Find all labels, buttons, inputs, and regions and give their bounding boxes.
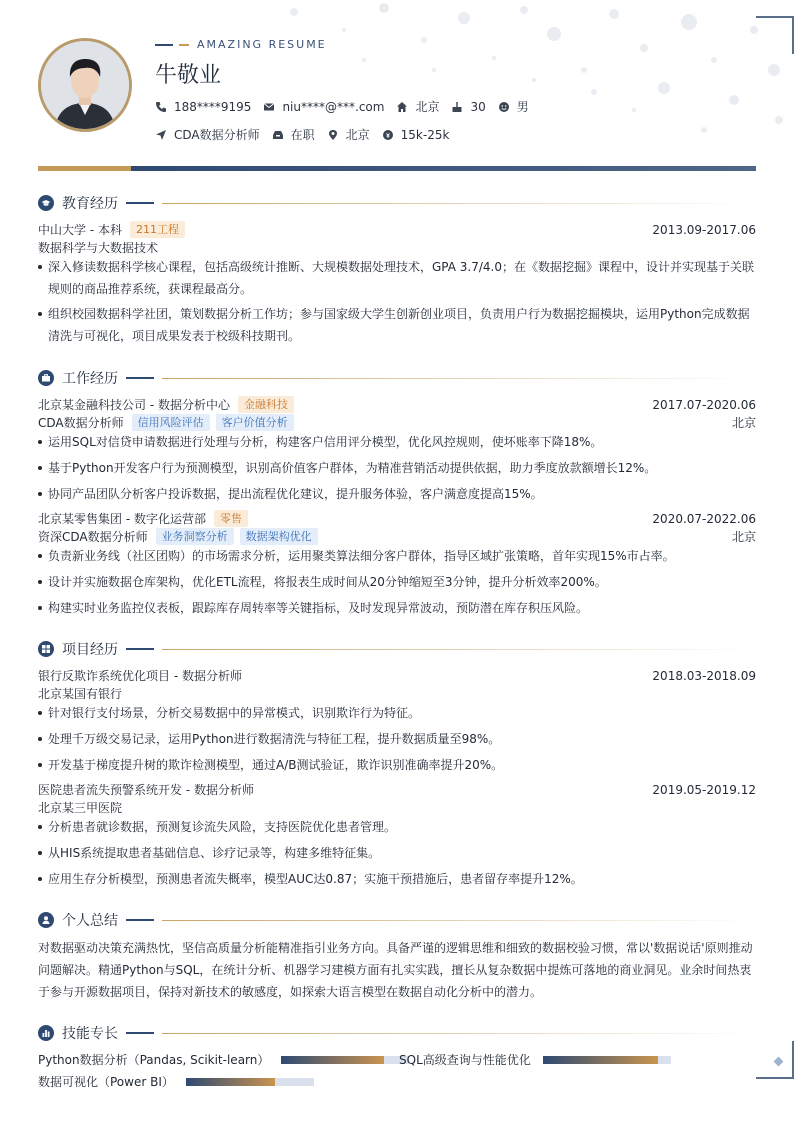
school-tag: 211工程 — [130, 221, 185, 238]
briefcase-icon — [38, 370, 54, 386]
section-projects — [38, 639, 756, 659]
company-name: 北京某金融科技公司 - 数据分析中心 — [38, 398, 230, 412]
gender-item — [498, 98, 529, 115]
project-header — [38, 667, 756, 684]
position-text: CDA数据分析师 — [174, 128, 260, 142]
school-name: 中山大学 - 本科 — [38, 223, 122, 237]
job-date: 2020.07-2022.06 — [652, 511, 756, 526]
job-location: 北京 — [731, 530, 756, 544]
list-item: 从HIS系统提取患者基础信息、诊疗记录等，构建多维特征集。 — [38, 842, 756, 864]
education-major-row — [38, 239, 756, 256]
project-org: 北京某国有银行 — [38, 687, 123, 701]
skill-item — [399, 1051, 671, 1068]
skill-tag: 业务洞察分析 — [156, 528, 234, 545]
section-education — [38, 193, 756, 213]
send-icon — [155, 129, 167, 141]
age-text: 30 — [470, 99, 486, 114]
skill-tag: 客户价值分析 — [216, 414, 294, 431]
age-item — [451, 100, 485, 114]
email-text: niu****@***.com — [282, 99, 385, 114]
graduation-cap-icon — [38, 195, 54, 211]
candidate-name: 牛敬业 — [155, 63, 222, 88]
target-city-text: 北京 — [345, 128, 370, 142]
tagline — [155, 38, 327, 51]
salary-item — [382, 128, 450, 142]
skill-bar — [186, 1078, 314, 1086]
skill-item — [38, 1073, 314, 1090]
job-role: 资深CDA数据分析师 — [38, 530, 148, 544]
job-role-row — [38, 528, 756, 545]
email-item — [263, 100, 384, 114]
section-title-skills: 技能专长 — [62, 1026, 118, 1042]
list-item: 设计并实施数据仓库架构，优化ETL流程，将报表生成时间从20分钟缩短至3分钟，提升分析效率200%。 — [38, 571, 756, 593]
list-item: 分析患者就诊数据，预测复诊流失风险，支持医院优化患者管理。 — [38, 816, 756, 838]
phone-item — [155, 100, 251, 114]
list-item: 针对银行支付场景，分析交易数据中的异常模式，识别欺诈行为特征。 — [38, 702, 756, 724]
project-header — [38, 781, 756, 798]
corner-decoration-top — [756, 16, 794, 54]
job-intent-row — [155, 126, 461, 143]
project-name: 医院患者流失预警系统开发 - 数据分析师 — [38, 783, 254, 797]
contact-row — [155, 98, 541, 115]
skill-name: SQL高级查询与性能优化 — [399, 1053, 531, 1067]
grid-icon — [38, 641, 54, 657]
job-role: CDA数据分析师 — [38, 416, 124, 430]
job-location: 北京 — [731, 416, 756, 430]
gender-text: 男 — [516, 100, 529, 114]
cake-icon — [451, 101, 463, 113]
major: 数据科学与大数据技术 — [38, 241, 159, 255]
money-icon — [382, 129, 394, 141]
section-title-work: 工作经历 — [62, 371, 118, 387]
project-org-row — [38, 685, 756, 702]
skill-name: 数据可视化（Power BI） — [38, 1075, 174, 1089]
list-item: 负责新业务线（社区团购）的市场需求分析，运用聚类算法细分客户群体，指导区域扩张策略，首年实现15%市占率。 — [38, 545, 756, 567]
section-skills — [38, 1023, 756, 1043]
section-title-projects: 项目经历 — [62, 642, 118, 658]
project-org: 北京某三甲医院 — [38, 801, 123, 815]
phone-icon — [155, 101, 167, 113]
skill-bar-fill — [281, 1056, 383, 1064]
skill-bar — [281, 1056, 409, 1064]
skill-item — [38, 1051, 409, 1068]
target-city-item — [327, 126, 370, 143]
list-item: 协同产品团队分析客户投诉数据，提出流程优化建议，提升服务体验，客户满意度提高15%。 — [38, 483, 756, 505]
list-item: 处理千万级交易记录，运用Python进行数据清洗与特征工程，提升数据质量至98%。 — [38, 728, 756, 750]
industry-tag: 金融科技 — [238, 396, 294, 413]
skill-name: Python数据分析（Pandas, Scikit-learn） — [38, 1053, 270, 1067]
skill-tag: 数据架构优化 — [240, 528, 318, 545]
header-divider — [38, 166, 756, 171]
status-item — [272, 126, 315, 143]
mail-icon — [263, 101, 275, 113]
inbox-icon — [272, 129, 284, 141]
job-header — [38, 510, 756, 527]
company-name: 北京某零售集团 - 数字化运营部 — [38, 512, 206, 526]
city-item — [396, 98, 439, 115]
status-text: 在职 — [290, 128, 315, 142]
skill-bar-fill — [543, 1056, 658, 1064]
project-org-row — [38, 799, 756, 816]
skill-bar-fill — [186, 1078, 276, 1086]
avatar — [38, 38, 132, 132]
city-text: 北京 — [415, 100, 440, 114]
education-header — [38, 221, 756, 238]
project-date: 2018.03-2018.09 — [652, 668, 756, 683]
list-item: 深入修读数据科学核心课程，包括高级统计推断、大规模数据处理技术，GPA 3.7/4.0；在《数据挖掘》课程中，设计并实现基于关联规则的商品推荐系统，获课程最高分。 — [38, 256, 756, 300]
list-item: 基于Python开发客户行为预测模型，识别高价值客户群体，为精准营销活动提供依据，助力季度放款额增长12%。 — [38, 457, 756, 479]
summary-text: 对数据驱动决策充满热忱，坚信高质量分析能精准指引业务方向。具备严谨的逻辑思维和细致的数据校验习惯，常以'数据说话'原则推动问题解决。精通Python与SQL，在统计分析、机器学习建模方面有扎实实践，擅长从复杂数据中提炼可落地的商业洞见。业余时间热衷于参与开源数据项目，保持对新技术的敏感度，如探索大语言模型在数据自动化分析中的潜力。 — [38, 941, 753, 999]
list-item: 应用生存分析模型，预测患者流失概率，模型AUC达0.87；实施干预措施后，患者留存率提升12%。 — [38, 868, 756, 890]
list-item: 运用SQL对信贷申请数据进行处理与分析，构建客户信用评分模型，优化风控规则，使坏账率下降18%。 — [38, 431, 756, 453]
job-header — [38, 396, 756, 413]
position-item — [155, 126, 260, 143]
skill-tag: 信用风险评估 — [132, 414, 210, 431]
job-role-row — [38, 414, 756, 431]
job-date: 2017.07-2020.06 — [652, 397, 756, 412]
phone-text: 188****9195 — [174, 99, 252, 114]
list-item: 组织校园数据科学社团，策划数据分析工作坊；参与国家级大学生创新创业项目，负责用户行为数据挖掘模块，运用Python完成数据清洗与可视化，项目成果发表于校级科技期刊。 — [38, 303, 756, 347]
section-title-education: 教育经历 — [62, 196, 118, 212]
section-title-summary: 个人总结 — [62, 913, 118, 929]
project-date: 2019.05-2019.12 — [652, 782, 756, 797]
bar-chart-icon — [38, 1025, 54, 1041]
location-pin-icon — [327, 129, 339, 141]
section-summary — [38, 910, 756, 930]
section-work — [38, 368, 756, 388]
list-item: 构建实时业务监控仪表板，跟踪库存周转率等关键指标，及时发现异常波动，预防潜在库存积压风险。 — [38, 597, 756, 619]
smiley-icon — [498, 101, 510, 113]
list-item: 开发基于梯度提升树的欺诈检测模型，通过A/B测试验证，欺诈识别准确率提升20%。 — [38, 754, 756, 776]
education-date: 2013.09-2017.06 — [652, 222, 756, 237]
user-icon — [38, 912, 54, 928]
salary-text: 15k-25k — [400, 127, 450, 142]
project-name: 银行反欺诈系统优化项目 - 数据分析师 — [38, 669, 242, 683]
skill-bar — [543, 1056, 671, 1064]
home-icon — [396, 101, 408, 113]
industry-tag: 零售 — [214, 510, 248, 527]
tagline-text: AMAZING RESUME — [197, 38, 327, 51]
